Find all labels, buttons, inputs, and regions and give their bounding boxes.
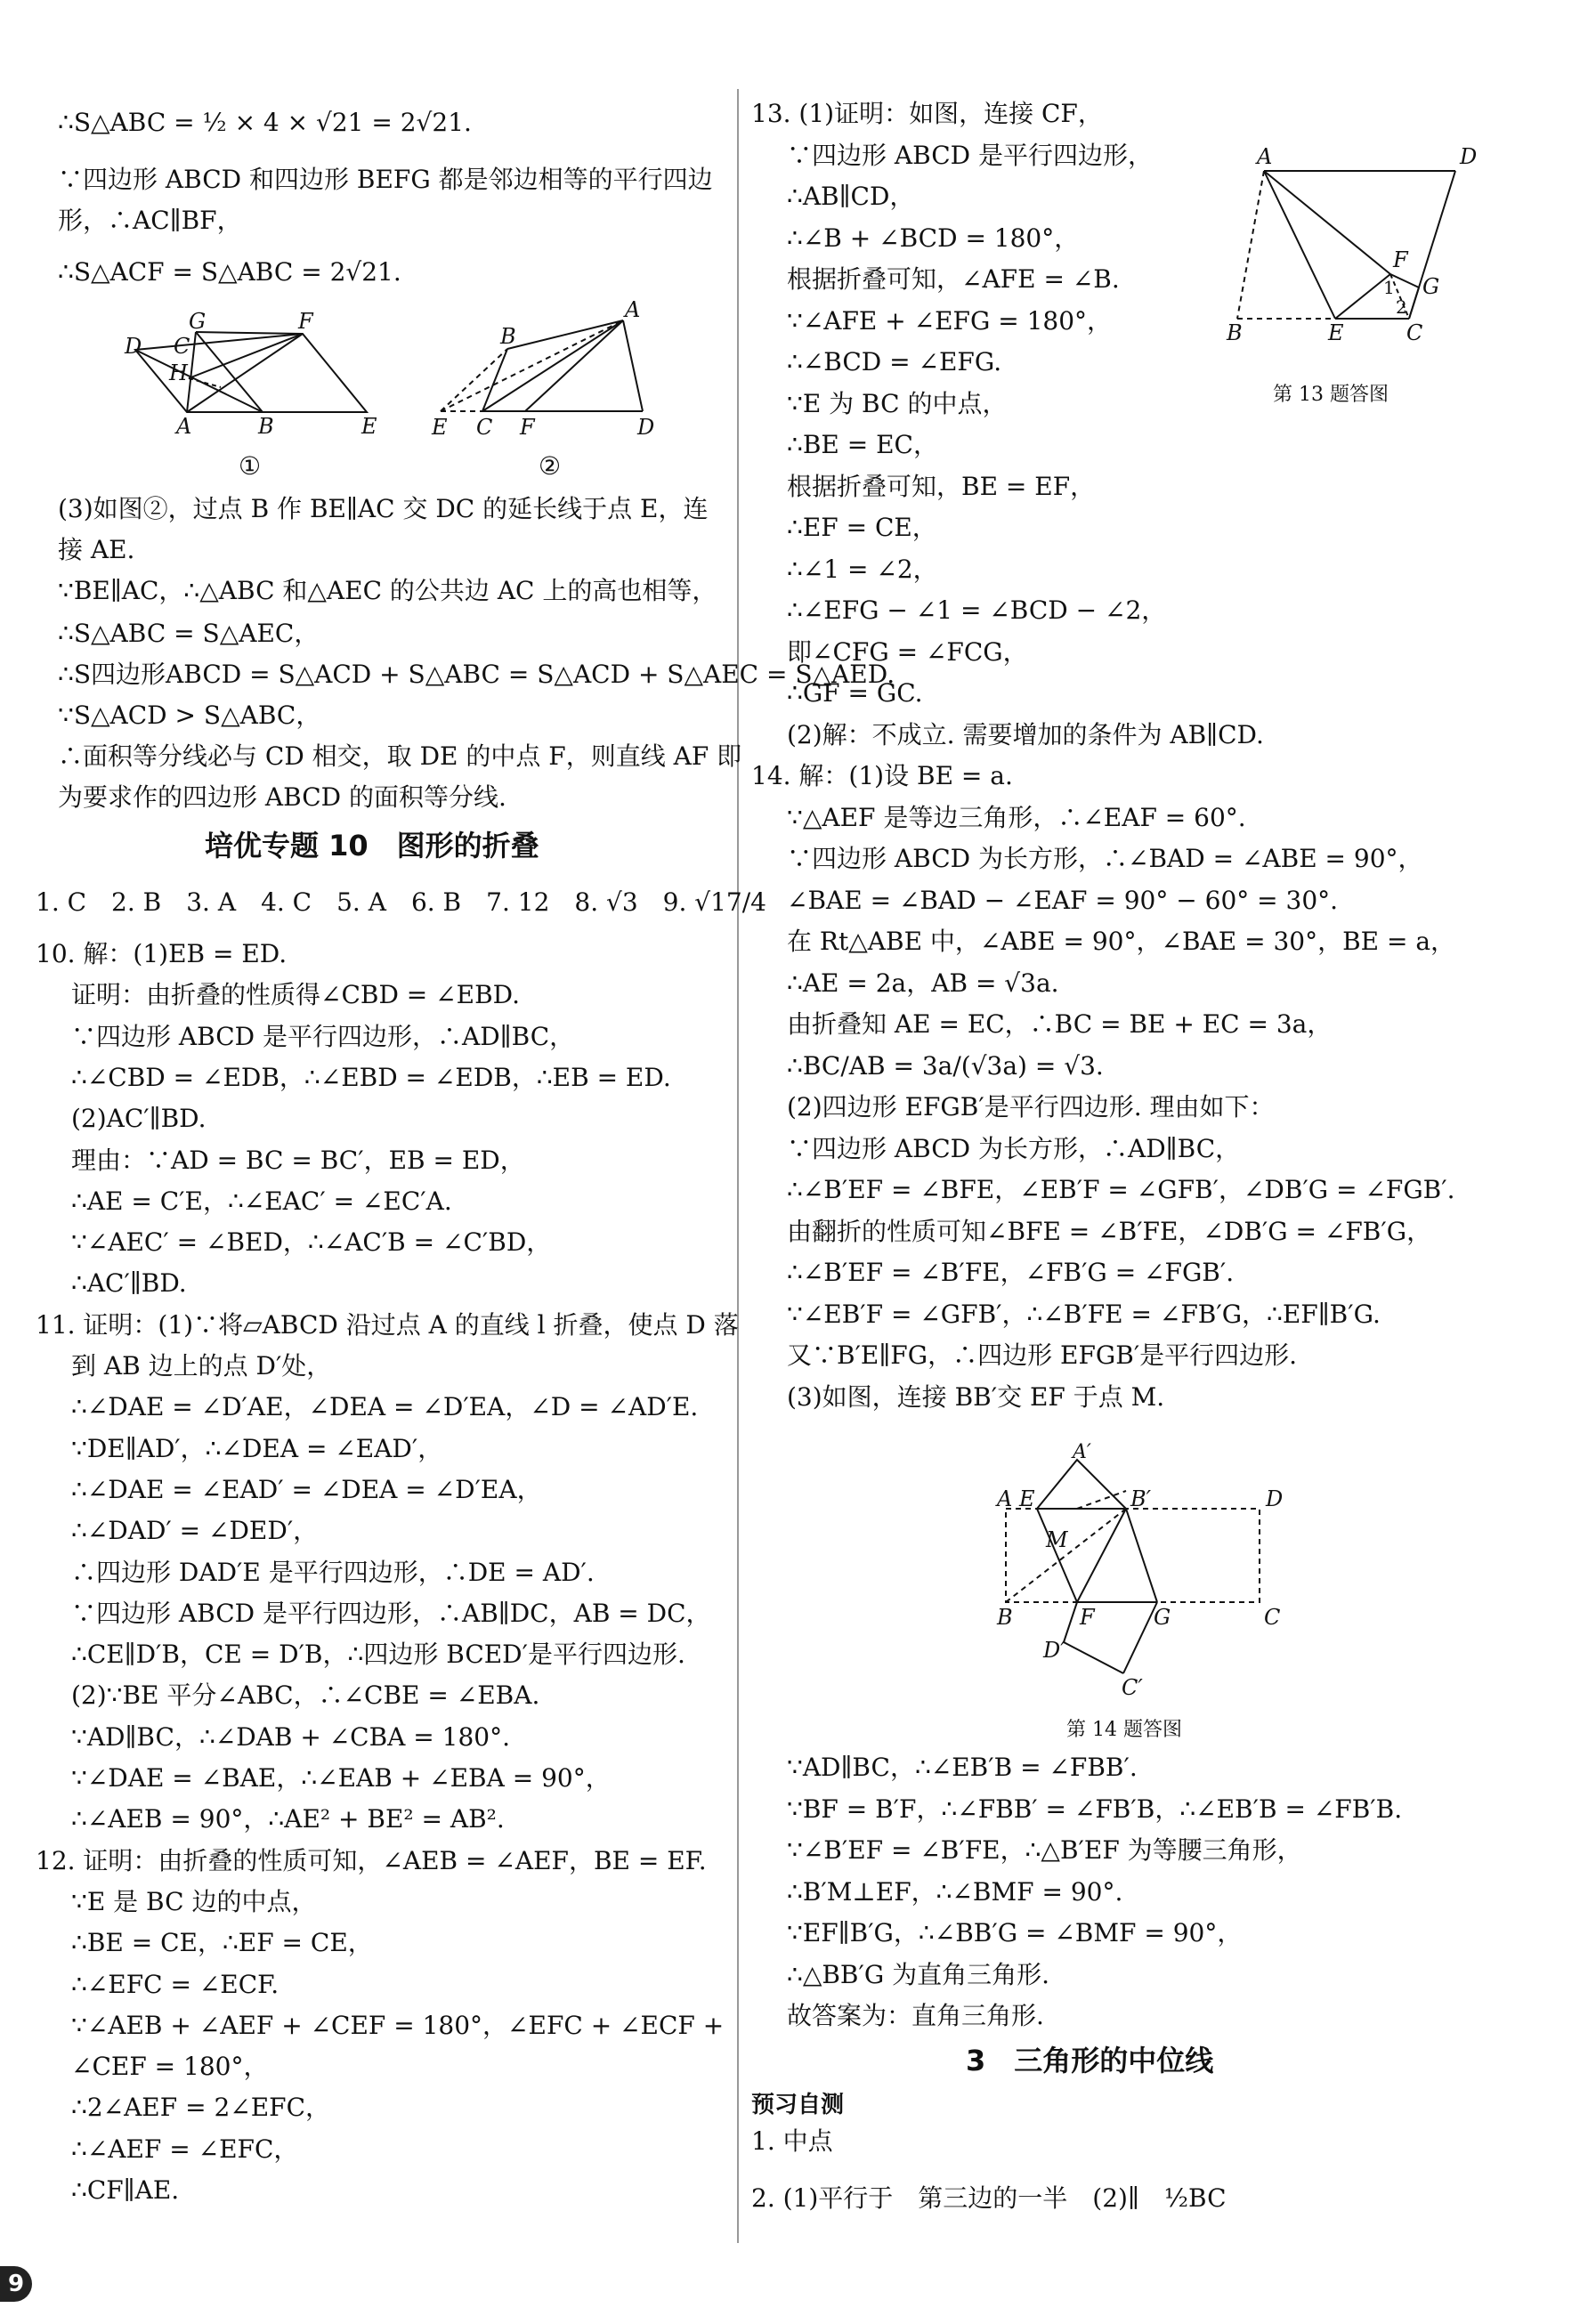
figure-13 xyxy=(1219,142,1487,347)
text-line: ∵∠B′EF = ∠B′FE，∴△B′EF 为等腰三角形， xyxy=(787,1835,1302,1865)
svg-text:B: B xyxy=(500,324,516,349)
svg-text:G: G xyxy=(189,309,207,334)
svg-text:H: H xyxy=(169,360,188,385)
svg-text:D: D xyxy=(125,334,142,359)
text-line: 14. 解：(1)设 BE = a. xyxy=(751,761,1013,790)
svg-text:A: A xyxy=(1257,144,1273,169)
svg-text:M: M xyxy=(1046,1527,1068,1552)
answer-line: 1. C 2. B 3. A 4. C 5. A 6. B 7. 12 8. √3 9. √17/4 xyxy=(36,887,766,917)
text-line: ∵E 是 BC 边的中点， xyxy=(71,1886,317,1916)
text-line: ∴2∠AEF = 2∠EFC， xyxy=(71,2093,331,2123)
figure-14 xyxy=(988,1441,1291,1700)
svg-text:B: B xyxy=(997,1605,1013,1630)
svg-text:2: 2 xyxy=(1396,296,1407,318)
text-line: ∴S△ACF = S△ABC = 2√21. xyxy=(58,257,401,287)
text-line: ∵四边形 ABCD 是平行四边形，∴AD∥BC， xyxy=(71,1021,575,1051)
text-line: ∴∠CBD = ∠EDB，∴∠EBD = ∠EDB，∴EB = ED. xyxy=(71,1062,671,1092)
text-line: ∵EF∥B′G，∴∠BB′G = ∠BMF = 90°， xyxy=(787,1918,1243,1948)
text-line: ∴∠EFC = ∠ECF. xyxy=(71,1969,280,1999)
text-line: 由翻折的性质可知∠BFE = ∠B′FE，∠DB′G = ∠FB′G， xyxy=(787,1216,1432,1246)
figure-2-caption: ② xyxy=(539,451,562,481)
text-line: ∵四边形 ABCD 和四边形 BEFG 都是邻边相等的平行四边 xyxy=(58,165,713,194)
text-line: 根据折叠可知，∠AFE = ∠B. xyxy=(787,264,1120,294)
text-line: ∵S△ACD > S△ABC， xyxy=(58,700,321,730)
text-line: (3)如图，连接 BB′交 EF 于点 M. xyxy=(787,1381,1165,1412)
svg-text:G: G xyxy=(1154,1605,1171,1630)
text-line: 11. 证明：(1)∵将▱ABCD 沿过点 A 的直线 l 折叠，使点 D 落 xyxy=(36,1309,739,1340)
text-line: ∵AD∥BC，∴∠DAB + ∠CBA = 180°. xyxy=(71,1721,511,1752)
text-line: ∠BAE = ∠BAD − ∠EAF = 90° − 60° = 30°. xyxy=(787,885,1339,915)
svg-text:B: B xyxy=(258,414,274,439)
svg-text:E: E xyxy=(361,414,377,439)
svg-text:F: F xyxy=(1080,1605,1095,1630)
text-line: 接 AE. xyxy=(58,535,135,564)
svg-text:F: F xyxy=(298,309,313,334)
text-line: (3)如图②，过点 B 作 BE∥AC 交 DC 的延长线于点 E，连 xyxy=(58,494,709,523)
svg-text:A: A xyxy=(997,1486,1013,1511)
text-line: ∴∠DAE = ∠D′AE，∠DEA = ∠D′EA，∠D = ∠AD′E. xyxy=(71,1392,699,1422)
text-line: ∴∠B′EF = ∠B′FE，∠FB′G = ∠FGB′. xyxy=(787,1258,1235,1287)
svg-text:A′: A′ xyxy=(1073,1441,1091,1463)
text-line: ∴∠AEB = 90°，∴AE² + BE² = AB². xyxy=(71,1804,505,1834)
text-line: ∵DE∥AD′，∴∠DEA = ∠EAD′， xyxy=(71,1433,443,1463)
text-line: ∴AB∥CD， xyxy=(787,182,915,211)
text-line: ∴B′M⊥EF，∴∠BMF = 90°. xyxy=(787,1876,1123,1907)
text-line: ∵BF = B′F，∴∠FBB′ = ∠FB′B，∴∠EB′B = ∠FB′B. xyxy=(787,1794,1403,1824)
text-line: 13. (1)证明：如图，连接 CF， xyxy=(751,99,1103,128)
text-line: ∴∠DAE = ∠EAD′ = ∠DEA = ∠D′EA， xyxy=(71,1474,542,1504)
text-line: ∴四边形 DAD′E 是平行四边形，∴DE = AD′. xyxy=(71,1557,595,1587)
svg-text:E: E xyxy=(1328,320,1344,345)
text-line: 即∠CFG = ∠FCG， xyxy=(787,636,1028,667)
section-title: 培优专题 10 图形的折叠 xyxy=(205,829,539,862)
text-line: ∵E 为 BC 的中点， xyxy=(787,388,1008,418)
svg-text:D: D xyxy=(1266,1486,1284,1511)
svg-text:G: G xyxy=(1422,274,1440,299)
text-line: 2. (1)平行于 第三边的一半 (2)∥ ½BC xyxy=(751,2183,1227,2213)
text-line: 1. 中点 xyxy=(751,2126,833,2156)
text-line: ∴BE = CE，∴EF = CE， xyxy=(71,1928,373,1958)
text-line: ∴∠AEF = ∠EFC， xyxy=(71,2134,299,2164)
figure-1 xyxy=(125,307,392,441)
text-line: ∴面积等分线必与 CD 相交，取 DE 的中点 F，则直线 AF 即 xyxy=(58,741,742,771)
text-line: 根据折叠可知，BE = EF， xyxy=(787,471,1096,501)
text-line: ∴S△ABC = ½ × 4 × √21 = 2√21. xyxy=(58,108,472,137)
figure-13-caption: 第 13 题答图 xyxy=(1273,384,1389,406)
text-line: 理由：∵AD = BC = BC′，EB = ED， xyxy=(71,1145,525,1175)
text-line: ∵AD∥BC，∴∠EB′B = ∠FBB′. xyxy=(787,1753,1138,1782)
svg-text:F: F xyxy=(520,415,535,440)
svg-text:D: D xyxy=(637,415,655,440)
text-line: (2)AC′∥BD. xyxy=(71,1104,207,1134)
text-line: 由折叠知 AE = EC，∴BC = BE + EC = 3a， xyxy=(787,1009,1333,1039)
figure-2 xyxy=(427,294,659,445)
text-line: 证明：由折叠的性质得∠CBD = ∠EBD. xyxy=(71,980,521,1010)
text-line: ∴AC′∥BD. xyxy=(71,1268,187,1299)
page-number: 9 xyxy=(0,2266,32,2302)
text-line: ∵∠EB′F = ∠GFB′，∴∠B′FE = ∠FB′G，∴EF∥B′G. xyxy=(787,1299,1381,1329)
svg-text:B′: B′ xyxy=(1130,1486,1152,1511)
svg-text:D′: D′ xyxy=(1043,1638,1065,1663)
svg-text:C: C xyxy=(1264,1605,1281,1630)
text-line: ∵四边形 ABCD 是平行四边形， xyxy=(787,140,1153,170)
svg-text:F: F xyxy=(1393,247,1408,272)
text-line: 又∵B′E∥FG，∴四边形 EFGB′是平行四边形. xyxy=(787,1340,1298,1370)
text-line: ∴GF = GC. xyxy=(787,678,923,708)
text-line: ∵四边形 ABCD 为长方形，∴AD∥BC， xyxy=(787,1133,1241,1163)
text-line: 10. 解：(1)EB = ED. xyxy=(36,939,288,968)
text-line: 为要求作的四边形 ABCD 的面积等分线. xyxy=(58,782,506,812)
svg-text:E: E xyxy=(1019,1486,1035,1511)
column-divider xyxy=(737,89,739,2243)
text-line: 故答案为：直角三角形. xyxy=(787,2001,1044,2030)
text-line: ∴BE = EC， xyxy=(787,430,938,459)
text-line: ∵BE∥AC，∴△ABC 和△AEC 的公共边 AC 上的高也相等， xyxy=(58,576,717,605)
text-line: ∴S△ABC = S△AEC， xyxy=(58,619,320,648)
text-line: ∵△AEF 是等边三角形，∴∠EAF = 60°. xyxy=(787,802,1246,832)
svg-text:D: D xyxy=(1460,144,1478,169)
section-title-2: 3 三角形的中位线 xyxy=(966,2044,1214,2077)
text-line: ∴EF = CE， xyxy=(787,513,937,542)
subsection-title: 预习自测 xyxy=(751,2092,845,2118)
text-line: ∴S四边形ABCD = S△ACD + S△ABC = S△ACD + S△AEC = S△AED. xyxy=(58,660,895,689)
text-line: ∴∠EFG − ∠1 = ∠BCD − ∠2， xyxy=(787,595,1167,625)
text-line: ∴∠BCD = ∠EFG. xyxy=(787,347,1002,377)
text-line: ∵∠DAE = ∠BAE，∴∠EAB + ∠EBA = 90°， xyxy=(71,1763,611,1793)
svg-text:C: C xyxy=(174,334,190,359)
text-line: (2)∵BE 平分∠ABC，∴∠CBE = ∠EBA. xyxy=(71,1680,540,1711)
svg-text:B: B xyxy=(1227,320,1243,345)
svg-text:E: E xyxy=(432,415,448,440)
text-line: ∵四边形 ABCD 是平行四边形，∴AB∥DC，AB = DC， xyxy=(71,1598,711,1628)
svg-text:1: 1 xyxy=(1383,277,1395,298)
figure-14-caption: 第 14 题答图 xyxy=(1066,1719,1182,1741)
text-line: ∴BC/AB = 3a/(√3a) = √3. xyxy=(787,1050,1104,1081)
text-line: 在 Rt△ABE 中，∠ABE = 90°，∠BAE = 30°，BE = a， xyxy=(787,927,1456,956)
text-line: ∵∠AEC′ = ∠BED，∴∠AC′B = ∠C′BD， xyxy=(71,1227,552,1258)
text-line: ∵∠AEB + ∠AEF + ∠CEF = 180°，∠EFC + ∠ECF + xyxy=(71,2010,725,2040)
text-line: ∵∠AFE + ∠EFG = 180°， xyxy=(787,305,1113,336)
text-line: ∴CF∥AE. xyxy=(71,2175,180,2205)
text-line: (2)四边形 EFGB′是平行四边形. 理由如下： xyxy=(787,1092,1275,1122)
text-line: 到 AB 边上的点 D′处， xyxy=(71,1351,332,1381)
text-line: ∴CE∥D′B，CE = D′B，∴四边形 BCED′是平行四边形. xyxy=(71,1640,685,1670)
text-line: 形，∴AC∥BF， xyxy=(58,206,242,235)
svg-text:A: A xyxy=(625,297,641,322)
text-line: ∴AE = C′E，∴∠EAC′ = ∠EC′A. xyxy=(71,1186,452,1216)
text-line: ∴∠1 = ∠2， xyxy=(787,554,938,584)
text-line: ∴∠DAD′ = ∠DED′， xyxy=(71,1516,319,1546)
text-line: ∠CEF = 180°， xyxy=(71,2052,269,2082)
text-line: ∵四边形 ABCD 为长方形，∴∠BAD = ∠ABE = 90°， xyxy=(787,844,1423,873)
svg-text:C′: C′ xyxy=(1122,1675,1143,1700)
text-line: 12. 证明：由折叠的性质可知，∠AEB = ∠AEF，BE = EF. xyxy=(36,1845,707,1875)
svg-text:A: A xyxy=(176,414,192,439)
svg-text:C: C xyxy=(1406,320,1423,345)
figure-1-caption: ① xyxy=(239,451,262,481)
text-line: ∴AE = 2a，AB = √3a. xyxy=(787,968,1059,998)
text-line: ∴△BB′G 为直角三角形. xyxy=(787,1959,1050,1989)
svg-text:C: C xyxy=(476,415,493,440)
text-line: ∴∠B′EF = ∠BFE，∠EB′F = ∠GFB′，∠DB′G = ∠FGB′. xyxy=(787,1175,1455,1204)
text-line: (2)解：不成立. 需要增加的条件为 AB∥CD. xyxy=(787,719,1264,749)
text-line: ∴∠B + ∠BCD = 180°， xyxy=(787,223,1080,253)
